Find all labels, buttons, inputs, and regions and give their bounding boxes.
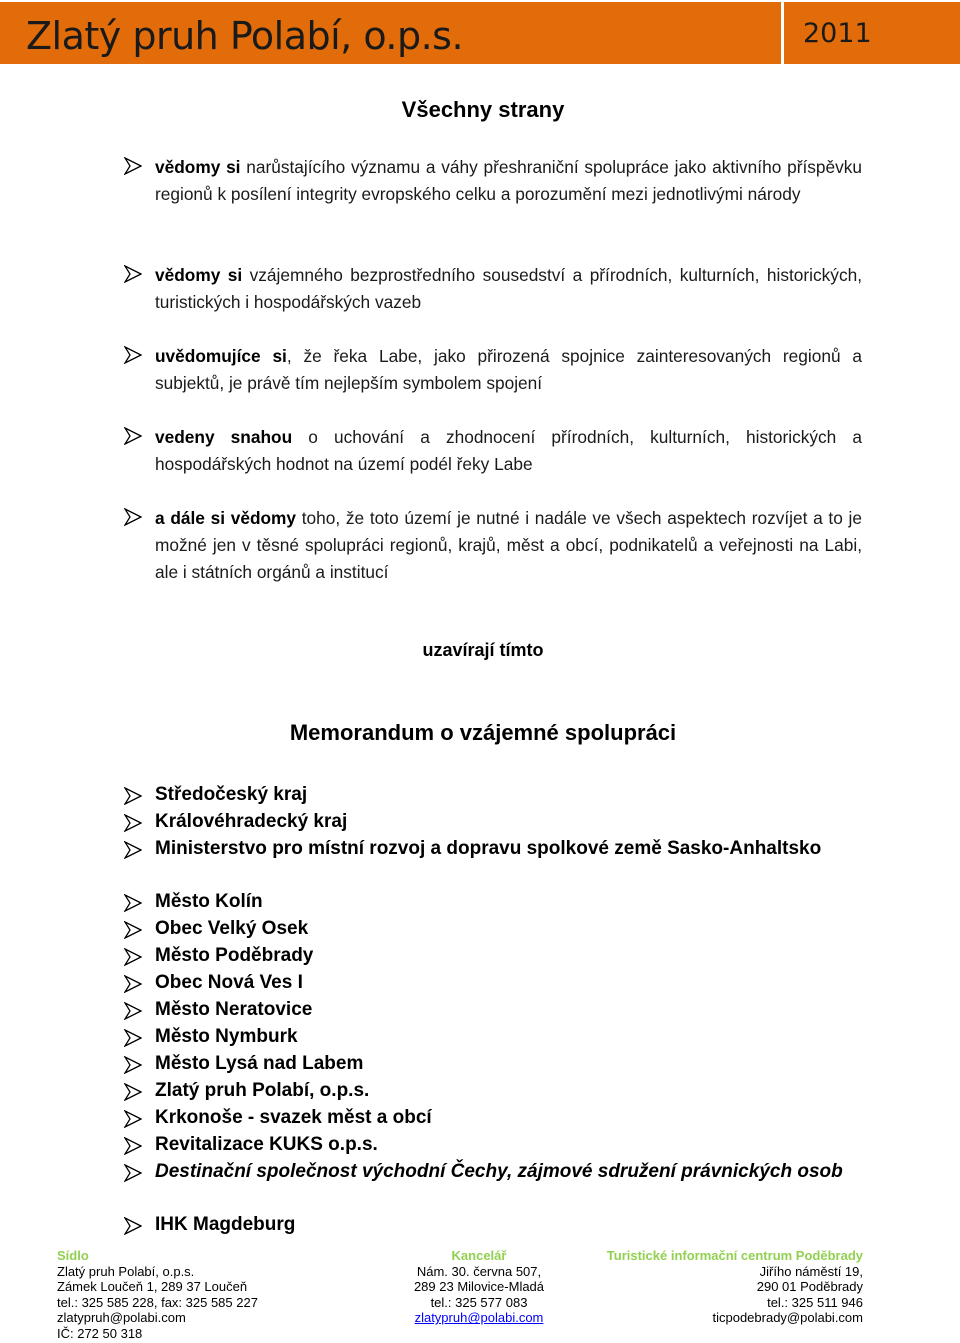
party-item: Město Nymburk [155, 1026, 298, 1047]
party-item: Město Lysá nad Labem [155, 1053, 364, 1074]
party-item: Město Neratovice [155, 999, 313, 1020]
arrow-bullet-icon [124, 975, 144, 993]
footer-kancelar-phone: tel.: 325 577 083 [430, 1294, 528, 1310]
party-item: Zlatý pruh Polabí, o.p.s. [155, 1080, 370, 1101]
footer-sidlo-address: Zámek Loučeň 1, 289 37 Loučeň [57, 1279, 248, 1295]
party-item: Ministerstvo pro místní rozvoj a dopravu spolkové země Sasko-Anhaltsko [155, 838, 822, 859]
party-item: Město Kolín [155, 891, 263, 912]
preamble-item [155, 343, 862, 397]
preamble-item-text: vzájemného bezprostředního sousedství a přírodních, kulturních, historických, turistických i hospodářských vazeb [155, 265, 862, 312]
preamble-item-text: narůstajícího významu a váhy přeshraniční spolupráce jako aktivního příspěvku regionů k posílení integrity evropského celku a porozumění mezi jednotlivými národy [155, 157, 862, 204]
footer-tic [560, 1248, 863, 1326]
footer-kancelar-city: 289 23 Milovice-Mladá [413, 1279, 545, 1295]
footer-tic-city: 290 01 Poděbrady [756, 1279, 863, 1295]
arrow-bullet-icon [124, 921, 144, 939]
footer-kancelar [379, 1248, 579, 1326]
party-item: Středočeský kraj [155, 784, 308, 805]
preamble-item-lead: vědomy si [155, 265, 243, 285]
arrow-bullet-icon [124, 841, 144, 859]
arrow-bullet-icon [124, 1164, 144, 1182]
preamble-item-lead: vědomy si [155, 157, 241, 177]
footer-sidlo-email: zlatypruh@polabi.com [57, 1310, 186, 1326]
footer-kancelar-email-link[interactable]: zlatypruh@polabi.com [414, 1310, 544, 1326]
footer-sidlo-phone: tel.: 325 585 228, fax: 325 585 227 [57, 1294, 258, 1310]
party-item: Obec Velký Osek [155, 918, 309, 939]
party-item: Město Poděbrady [155, 945, 314, 966]
arrow-bullet-icon [124, 1083, 144, 1101]
footer-sidlo [57, 1248, 258, 1342]
footer-kancelar-heading: Kancelář [451, 1248, 507, 1263]
arrow-bullet-icon [124, 427, 144, 445]
footer-tic-email: ticpodebrady@polabi.com [712, 1310, 863, 1326]
header-year: 2011 [803, 18, 872, 49]
party-item: Destinační společnost východní Čechy, zájmové sdružení právnických osob [155, 1161, 843, 1182]
arrow-bullet-icon [124, 157, 144, 175]
preamble-item [155, 154, 862, 208]
footer-sidlo-ic: IČ: 272 50 318 [57, 1325, 143, 1341]
preamble-item [155, 505, 862, 586]
footer-tic-street: Jiřího náměstí 19, [759, 1263, 863, 1279]
conclude-text: uzavírají tímto [422, 640, 544, 660]
memorandum-title: Memorandum o vzájemné spolupráci [289, 720, 677, 745]
party-item: IHK Magdeburg [155, 1214, 296, 1235]
preamble-item-lead: uvědomujíce si [155, 346, 287, 366]
arrow-bullet-icon [124, 894, 144, 912]
party-item: Revitalizace KUKS o.p.s. [155, 1134, 378, 1155]
footer-sidlo-heading: Sídlo [57, 1248, 89, 1263]
party-item: Obec Nová Ves I [155, 972, 303, 993]
footer-tic-phone: tel.: 325 511 946 [767, 1294, 863, 1310]
arrow-bullet-icon [124, 1217, 144, 1235]
preamble-item-text: toho, že toto území je nutné i nadále ve všech aspektech rozvíjet a to je možné jen v těsné spolupráci regionů, krajů, měst a obcí, podnikatelů a veřejnosti na Labi, ale i státních orgánů a institucí [155, 508, 862, 582]
preamble-item-lead: a dále si vědomy [155, 508, 297, 528]
section-title: Všechny strany [401, 97, 565, 122]
arrow-bullet-icon [124, 787, 144, 805]
arrow-bullet-icon [124, 1029, 144, 1047]
page-header [0, 0, 960, 66]
arrow-bullet-icon [124, 948, 144, 966]
arrow-bullet-icon [124, 1056, 144, 1074]
preamble-item-text: , že řeka Labe, jako přirozená spojnice zainteresovaných regionů a subjektů, je právě tím nejlepším symbolem spojení [155, 346, 862, 393]
preamble-item-text: o uchování a zhodnocení přírodních, kulturních, historických a hospodářských hodnot na území podél řeky Labe [155, 427, 862, 474]
footer-tic-heading: Turistické informační centrum Poděbrady [606, 1248, 863, 1263]
preamble-item [155, 424, 862, 478]
preamble-item [155, 262, 862, 316]
arrow-bullet-icon [124, 1110, 144, 1128]
party-item: Královéhradecký kraj [155, 811, 348, 832]
preamble-item-lead: vedeny snahou [155, 427, 293, 447]
party-item: Krkonoše - svazek měst a obcí [155, 1107, 432, 1128]
arrow-bullet-icon [124, 508, 144, 526]
arrow-bullet-icon [124, 346, 144, 364]
arrow-bullet-icon [124, 814, 144, 832]
arrow-bullet-icon [124, 265, 144, 283]
header-title: Zlatý pruh Polabí, o.p.s. [26, 14, 464, 58]
footer-sidlo-name: Zlatý pruh Polabí, o.p.s. [57, 1263, 195, 1279]
arrow-bullet-icon [124, 1137, 144, 1155]
arrow-bullet-icon [124, 1002, 144, 1020]
footer-kancelar-street: Nám. 30. června 507, [416, 1263, 542, 1279]
